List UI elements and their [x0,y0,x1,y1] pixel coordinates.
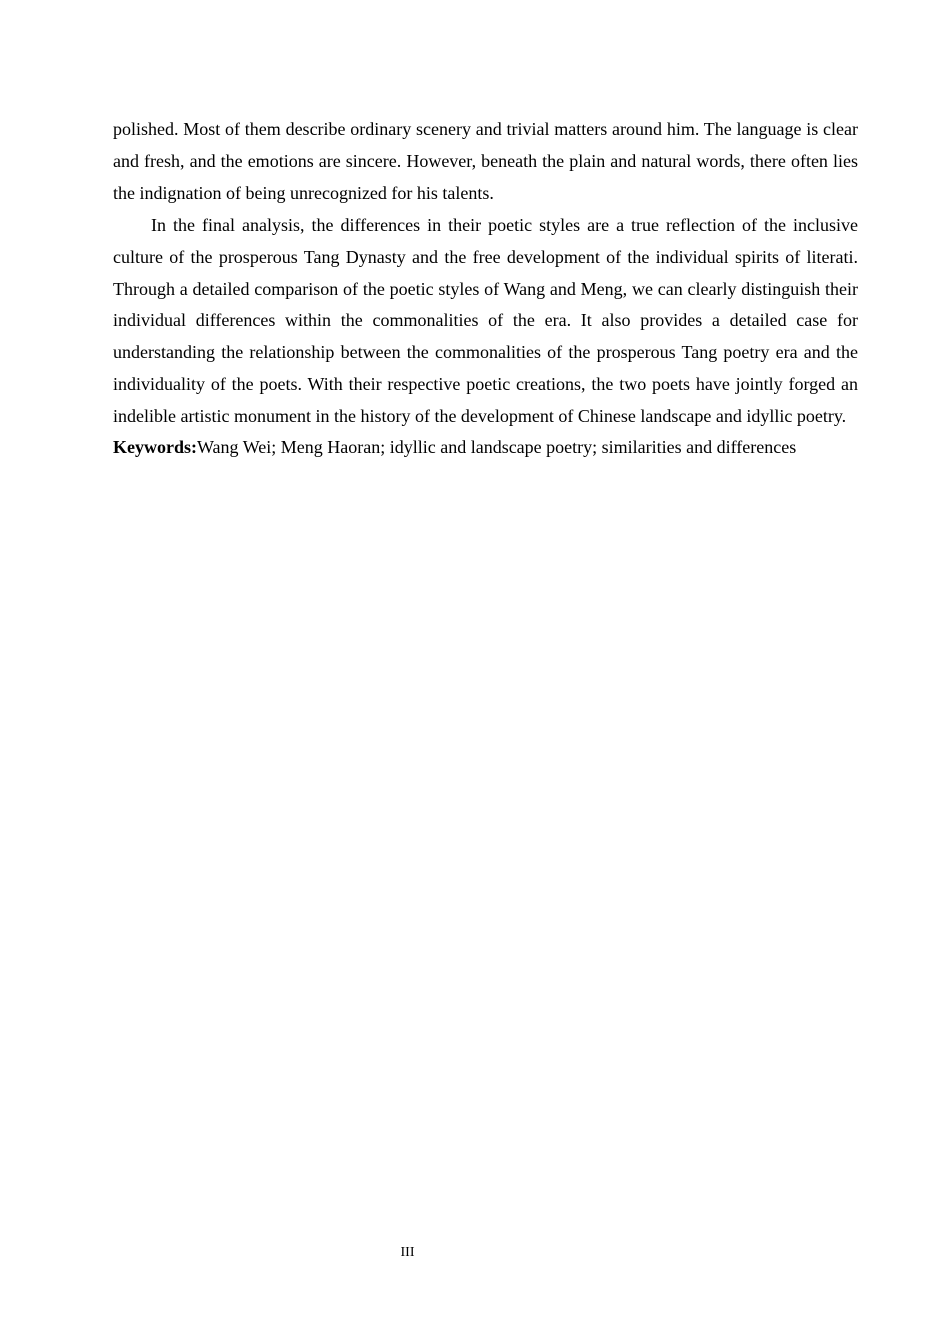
keywords-text: Wang Wei; Meng Haoran; idyllic and landscape poetry; similarities and differences [197,437,797,458]
abstract-body [113,114,858,460]
page-number: III [400,1245,415,1260]
paragraph-continued: polished. Most of them describe ordinary scenery and trivial matters around him. The language is clear and fresh, and the emotions are sincere. However, beneath the plain and natural words, there often lies the indignation of being unrecognized for his talents. [113,119,858,203]
keywords-line [113,434,858,460]
keywords-label: Keywords: [113,437,197,458]
paragraph-final-analysis: In the final analysis, the differences in their poetic styles are a true reflection of the inclusive culture of the prosperous Tang Dynasty and the free development of the individual spirits of literati. Through a detailed comparison of the poetic styles of Wang and Meng, we can clearly distinguish their individual differences within the commonalities of the era. It also provides a detailed case for understanding the relationship between the commonalities of the prosperous Tang poetry era and the individuality of the poets. With their respective poetic creations, the two poets have jointly forged an indelible artistic monument in the history of the development of Chinese landscape and idyllic poetry. [113,214,858,427]
